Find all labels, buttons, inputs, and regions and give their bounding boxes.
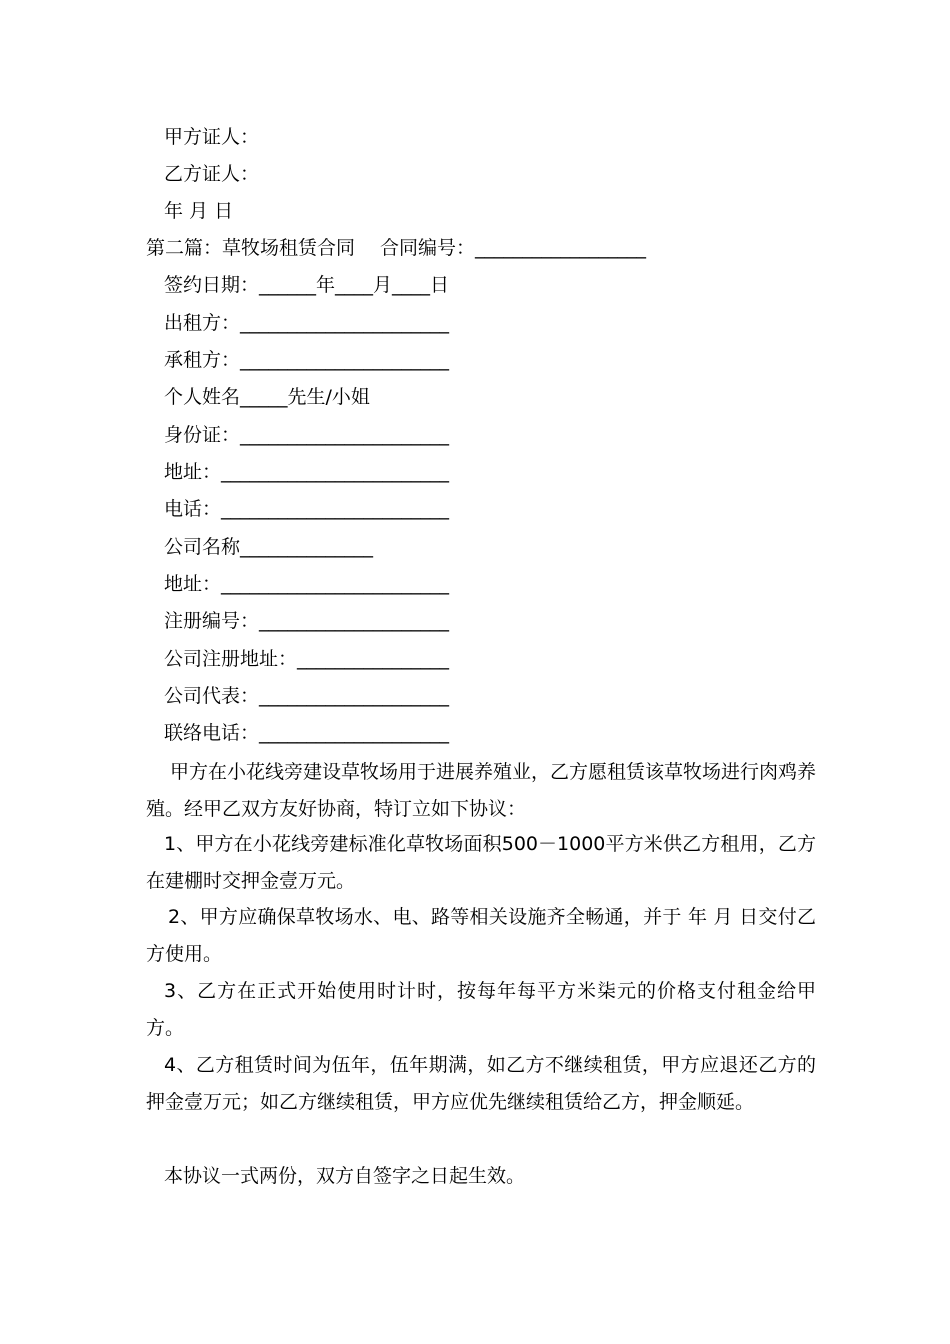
registered-address-field: 公司注册地址：________________ — [164, 648, 450, 670]
company-address-field: 地址：________________________ — [164, 573, 450, 595]
intro-paragraph: 甲方在小花线旁建设草牧场用于进展养殖业，乙方愿租赁该草牧场进行肉鸡养殖。经甲乙双方友好协商，特订立如下协议： — [146, 761, 817, 820]
address-field: 地址：________________________ — [164, 461, 450, 483]
contact-phone-field: 联络电话：____________________ — [164, 722, 450, 744]
clause-4-paragraph: 4、乙方租赁时间为伍年，伍年期满，如乙方不继续租赁，甲方应退还乙方的押金壹万元；如乙方继续租赁，甲方应优先继续租赁给乙方，押金顺延。 — [146, 1054, 816, 1113]
closing-statement: 本协议一式两份，双方自签字之日起生效。 — [164, 1165, 526, 1187]
clause-1-paragraph: 1、甲方在小花线旁建标准化草牧场面积500－1000平方米供乙方租用，乙方在建棚时交押金壹万元。 — [146, 833, 816, 892]
date-line: 年 月 日 — [164, 200, 234, 222]
lessor-field: 出租方：______________________ — [164, 312, 450, 334]
lessee-field: 承租方：______________________ — [164, 349, 450, 371]
registration-number-field: 注册编号：____________________ — [164, 610, 450, 632]
id-card-field: 身份证：______________________ — [164, 424, 450, 446]
sign-date-field: 签约日期：______年____月____日 — [164, 274, 450, 296]
party-a-witness-line: 甲方证人： — [164, 126, 260, 148]
clause-2-paragraph: 2、甲方应确保草牧场水、电、路等相关设施齐全畅通，并于 年 月 日交付乙方使用。 — [146, 906, 816, 965]
company-representative-field: 公司代表：____________________ — [164, 685, 450, 707]
phone-field: 电话：________________________ — [164, 498, 450, 520]
clause-3-paragraph: 3、乙方在正式开始使用时计时，按每年每平方米柒元的价格支付租金给甲方。 — [146, 980, 816, 1039]
person-name-field: 个人姓名_____先生/小姐 — [164, 386, 370, 408]
company-name-field: 公司名称______________ — [164, 536, 374, 558]
party-b-witness-line: 乙方证人： — [164, 163, 260, 185]
part-two-heading: 第二篇：草牧场租赁合同 合同编号：__________________ — [146, 237, 647, 259]
